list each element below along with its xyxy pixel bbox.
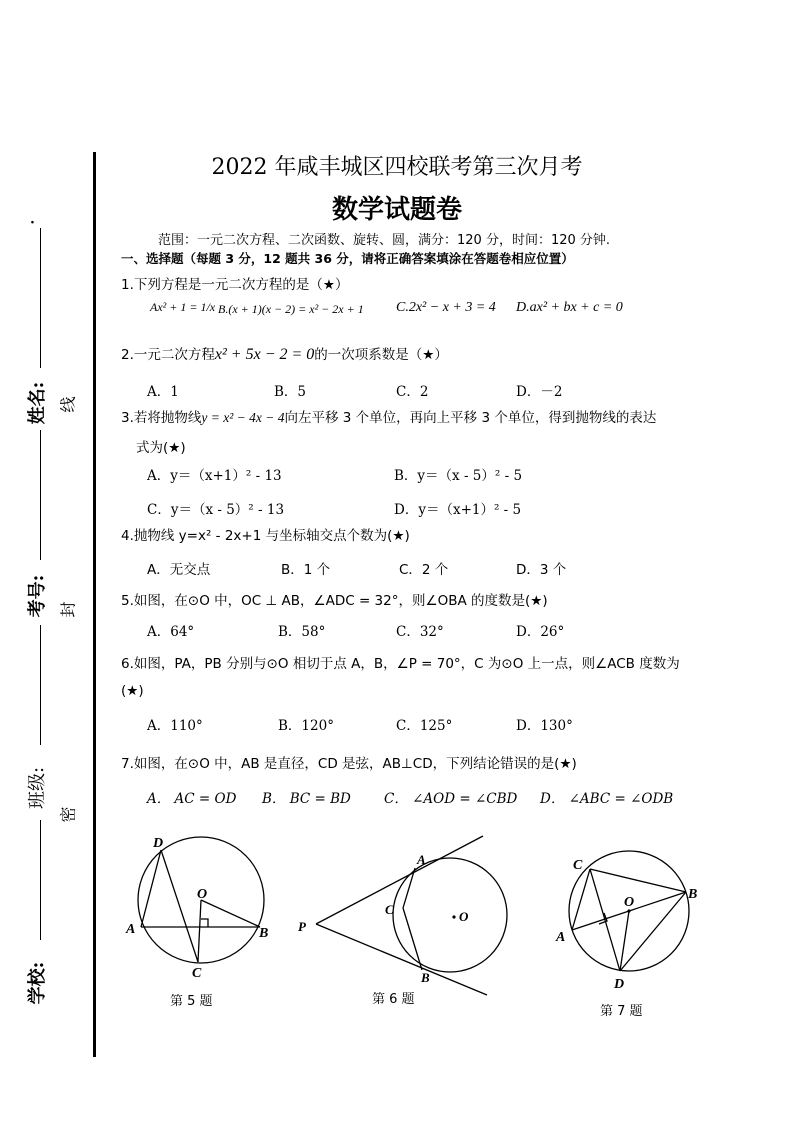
seal-mi-char: 密 <box>58 806 78 823</box>
fig7-chord-cd <box>590 869 620 971</box>
q1-stem: 1.下列方程是一元二次方程的是（★） <box>121 277 349 293</box>
q3-option-a: A．y＝（x+1）² - 13 <box>147 468 282 484</box>
q4-option-c: C．2 个 <box>399 562 449 578</box>
q3-stem-line2: 式为(★) <box>136 440 186 456</box>
exam-title: 2022 年咸丰城区四校联考第三次月考 <box>211 155 583 180</box>
q2-stem-post: 的一次项系数是（★） <box>314 347 448 363</box>
fig6-segment-ac <box>403 868 415 908</box>
q7-stem: 7.如图，在⊙O 中，AB 是直径，CD 是弦，AB⊥CD，下列结论错误的是(★) <box>121 756 577 772</box>
q6-option-a: A．110° <box>147 718 203 734</box>
q3-stem-post: 向左平移 3 个单位，再向上平移 3 个单位，得到抛物线的表达 <box>284 410 657 426</box>
q2-option-c: C．2 <box>396 384 429 400</box>
name-label: 姓名: <box>27 381 48 425</box>
fig5-caption: 第 5 题 <box>170 994 213 1009</box>
q7-option-d: D． ∠ABC = ∠ODB <box>540 791 674 807</box>
binding-line <box>93 152 96 1057</box>
fig6-label-c: C <box>385 902 394 917</box>
fig7-label-a: A <box>556 930 566 945</box>
q3-equation: y = x² − 4x − 4 <box>201 410 285 425</box>
fig5-label-o: O <box>197 887 208 902</box>
q6-option-c: C．125° <box>396 718 453 734</box>
fig5-label-a: A <box>126 922 136 937</box>
q7-option-a: A． AC = OD <box>147 791 237 807</box>
fig5-segment-oc <box>198 900 201 962</box>
fig7-segment-cb <box>590 869 686 892</box>
fig7-caption: 第 7 题 <box>600 1004 643 1019</box>
q2-option-b: B．5 <box>274 384 307 400</box>
exam-no-label: 考号: <box>27 574 48 618</box>
q7-option-b: B． BC = BD <box>262 791 351 807</box>
q1-option-d: D.ax² + bx + c = 0 <box>516 300 623 315</box>
q4-option-b: B．1 个 <box>281 562 331 578</box>
seal-feng-char: 封 <box>58 601 78 618</box>
q2-stem-pre: 2.一元二次方程 <box>121 347 215 363</box>
figure-6-labels <box>298 852 469 985</box>
school-underline <box>40 820 41 940</box>
binding-dot: · <box>30 215 35 231</box>
fig6-label-a: A <box>417 852 426 867</box>
q2-stem <box>121 343 448 364</box>
seal-line-char: 线 <box>58 396 78 413</box>
q5-stem: 5.如图，在⊙O 中，OC ⊥ AB，∠ADC = 32°，则∠OBA 的度数是(★) <box>121 593 548 609</box>
q5-option-a: A．64° <box>147 624 195 640</box>
q2-option-a: A．1 <box>147 384 179 400</box>
fig7-label-d: D <box>614 977 625 992</box>
q3-option-b: B．y＝（x - 5）² - 5 <box>394 468 523 484</box>
q1-option-b: B.(x + 1)(x − 2) = x² − 2x + 1 <box>218 302 364 316</box>
q7-option-c: C． ∠AOD = ∠CBD <box>384 791 518 807</box>
q6-stem: 6.如图，PA，PB 分别与⊙O 相切于点 A，B，∠P = 70°，C 为⊙O 上一点，则∠ACB 度数为 <box>121 656 680 672</box>
fig6-label-o: O <box>459 909 469 924</box>
q4-option-d: D．3 个 <box>516 562 567 578</box>
fig7-label-c: C <box>573 858 583 873</box>
school-label: 学校: <box>27 961 48 1005</box>
fig6-center-dot <box>452 915 455 918</box>
q2-equation: x² + 5x − 2 = 0 <box>214 346 315 363</box>
q3-option-d: D．y＝（x+1）² - 5 <box>394 502 522 518</box>
q6-option-d: D．130° <box>516 718 573 734</box>
fig7-label-b: B <box>688 887 698 902</box>
q6-option-b: B．120° <box>278 718 334 734</box>
q3-stem <box>121 406 656 426</box>
fig5-label-d: D <box>153 836 164 851</box>
fig6-tangent-pa <box>316 836 483 924</box>
q5-option-d: D．26° <box>516 624 565 640</box>
q5-option-c: C．32° <box>396 624 444 640</box>
exam-scope: 范围：一元二次方程、二次函数、旋转、圆，满分：120 分，时间：120 分钟. <box>158 233 611 248</box>
fig6-label-p: P <box>298 919 306 934</box>
fig6-tangent-pb <box>316 924 487 995</box>
name-underline <box>40 228 41 368</box>
q4-option-a: A．无交点 <box>147 562 211 578</box>
class-label: 班级: <box>27 766 48 810</box>
fig6-label-b: B <box>421 970 430 985</box>
fig5-right-angle-mark <box>201 919 208 927</box>
geometry-figures <box>120 830 700 1030</box>
q3-option-c: C．y＝（x - 5）² - 13 <box>147 502 285 518</box>
q1-option-c: C.2x² − x + 3 = 4 <box>396 300 496 315</box>
class-underline <box>40 625 41 745</box>
exam-subtitle: 数学试题卷 <box>331 195 462 225</box>
q3-stem-pre: 3.若将抛物线 <box>121 410 202 426</box>
fig6-caption: 第 6 题 <box>372 992 415 1007</box>
q6-stem-line2: (★) <box>121 683 144 699</box>
q5-option-b: B．58° <box>278 624 326 640</box>
q2-option-d: D．－2 <box>516 384 563 400</box>
section-title: 一、选择题（每题 3 分，12 题共 36 分，请将正确答案填涂在答题卷相应位置） <box>121 251 574 266</box>
fig5-label-c: C <box>192 966 202 981</box>
q1-option-a: Ax² + 1 = 1/x <box>150 300 216 314</box>
fig7-label-o: O <box>624 895 635 910</box>
fig5-label-b: B <box>259 926 269 941</box>
fig5-segment-dc <box>161 850 198 962</box>
fig7-segment-ca <box>572 869 590 930</box>
exam-no-underline <box>40 430 41 560</box>
fig5-segment-ob <box>201 900 260 927</box>
figure-6-diagram <box>316 836 507 995</box>
q4-stem: 4.抛物线 y=x² - 2x+1 与坐标轴交点个数为(★) <box>121 528 410 544</box>
